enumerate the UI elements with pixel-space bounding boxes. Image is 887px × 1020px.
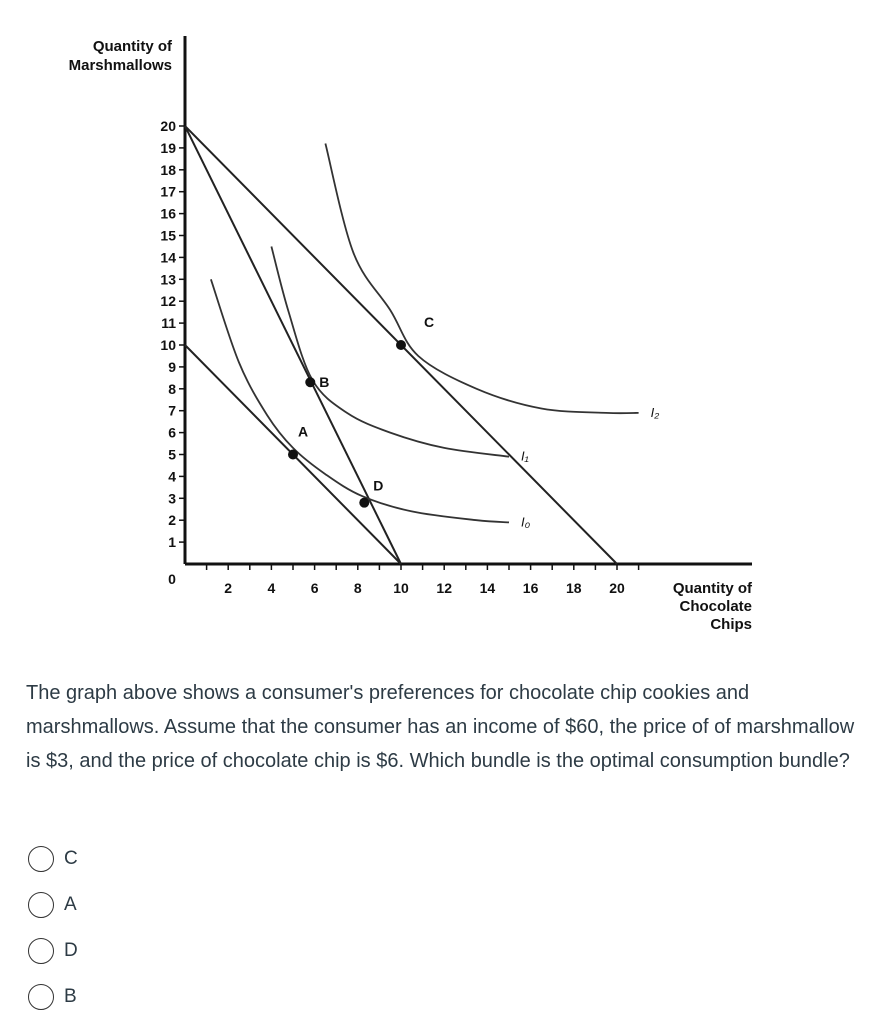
- y-tick-label: 5: [168, 446, 176, 463]
- y-tick-label: 4: [168, 468, 176, 485]
- y-tick-label: 18: [160, 161, 176, 178]
- option-label: A: [64, 894, 77, 915]
- x-tick-label: 18: [566, 580, 582, 596]
- option-b[interactable]: [28, 974, 78, 1020]
- x-tick-label: 10: [393, 580, 409, 596]
- curve-label-I2: I₂: [650, 404, 660, 420]
- radio-button[interactable]: [28, 938, 54, 964]
- option-a[interactable]: [28, 882, 78, 928]
- x-tick-label: 8: [353, 580, 362, 596]
- point-label-B: B: [319, 374, 330, 391]
- x-tick-label: 20: [609, 580, 625, 596]
- y-axis-title: Quantity of: [92, 38, 172, 55]
- y-tick-label: 15: [160, 227, 176, 244]
- point-label-A: A: [297, 423, 309, 440]
- curve-label-I0: I₀: [521, 514, 531, 530]
- y-tick-label: 6: [168, 424, 176, 441]
- option-label: C: [64, 848, 78, 869]
- curve-I0: [211, 279, 509, 522]
- bundle-points: [288, 314, 434, 508]
- y-tick-label: 10: [160, 337, 176, 353]
- option-c[interactable]: [28, 836, 78, 882]
- point-C: [396, 340, 406, 350]
- point-B: [305, 377, 315, 387]
- y-tick-label: 3: [168, 490, 176, 507]
- x-tick-label: 14: [479, 580, 496, 596]
- y-tick-label: 2: [168, 512, 176, 529]
- y-tick-label: 16: [160, 205, 176, 222]
- question-text: The graph above shows a consumer's preferences for chocolate chip cookies and marshmallows. Assume that the consumer has an income of $60, the price of of marshmallow is $3, and the price of chocolate chip is $6. Which bundle is the optimal consumption bundle?: [26, 682, 855, 772]
- x-tick-label: 6: [310, 580, 319, 596]
- y-tick-label: 19: [160, 139, 176, 156]
- answer-options: [28, 836, 78, 1020]
- x-tick-label: 4: [267, 580, 276, 596]
- x-tick-label: 2: [224, 580, 233, 596]
- y-tick-label: 17: [160, 183, 176, 200]
- option-d[interactable]: [28, 928, 78, 974]
- x-tick-label: 12: [436, 580, 452, 596]
- y-tick-label: 14: [160, 249, 176, 266]
- origin-label: 0: [168, 571, 176, 587]
- curve-I2: [325, 144, 638, 414]
- option-label: B: [64, 986, 77, 1007]
- y-tick-label: 7: [168, 402, 176, 419]
- radio-button[interactable]: [28, 892, 54, 918]
- x-axis-title: Chips: [710, 616, 752, 633]
- y-tick-label: 1: [168, 534, 176, 551]
- y-tick-label: 9: [168, 358, 176, 375]
- x-tick-label: 16: [522, 580, 539, 596]
- y-tick-label: 12: [160, 293, 176, 310]
- ticks: [160, 118, 638, 596]
- y-tick-label: 13: [160, 271, 176, 288]
- y-axis-title: Marshmallows: [68, 57, 172, 74]
- point-D: [359, 498, 369, 508]
- radio-button[interactable]: [28, 984, 54, 1010]
- point-A: [288, 450, 298, 460]
- y-tick-label: 20: [160, 118, 176, 134]
- curve-label-I1: I₁: [521, 448, 529, 464]
- option-label: D: [64, 940, 78, 961]
- indifference-curves: [211, 144, 659, 530]
- point-label-C: C: [423, 314, 435, 330]
- radio-button[interactable]: [28, 846, 54, 872]
- y-tick-label: 8: [168, 380, 176, 397]
- y-tick-label: 11: [161, 315, 176, 332]
- x-axis-title: Chocolate: [679, 598, 752, 615]
- point-label-D: D: [373, 477, 384, 494]
- x-axis-title: Quantity of: [672, 580, 752, 597]
